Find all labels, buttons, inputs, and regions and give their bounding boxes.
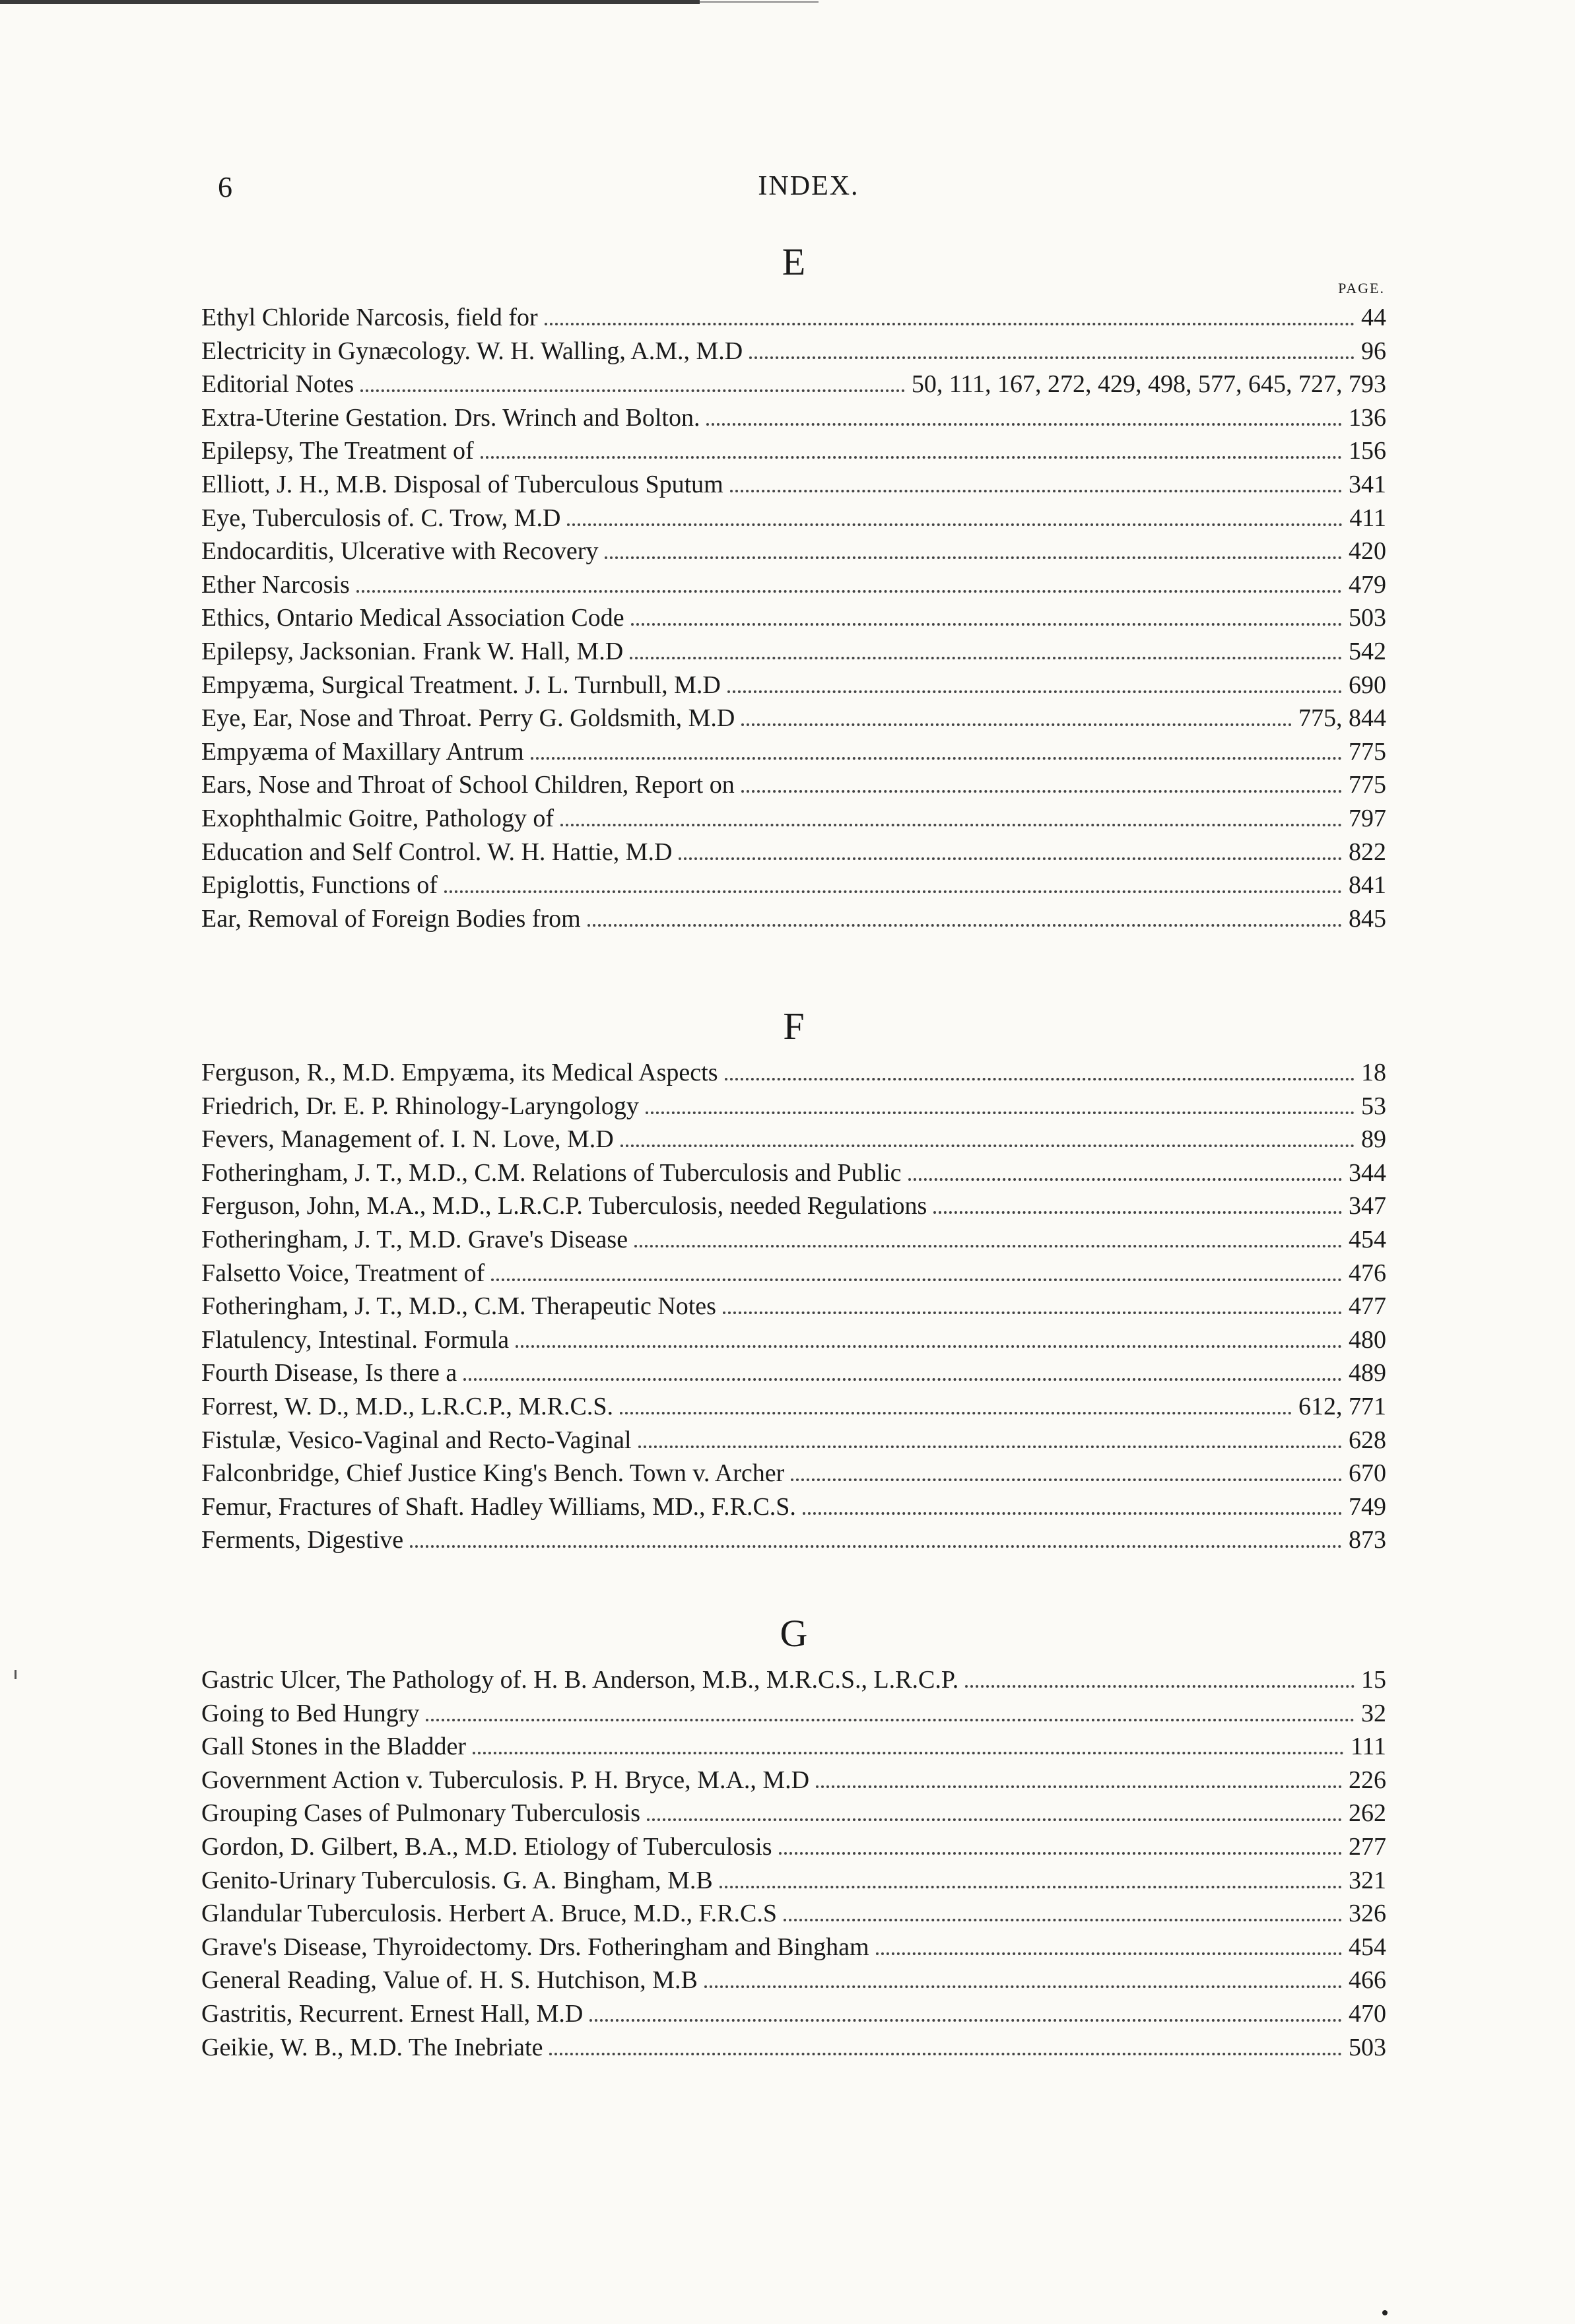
dot-leader — [816, 1785, 1342, 1788]
dot-leader — [779, 1852, 1343, 1855]
index-entry — [201, 1523, 1386, 1557]
entry-page-number: 775 — [1349, 771, 1386, 799]
entry-title: Gastritis, Recurrent. Ernest Hall, M.D — [201, 1999, 584, 2028]
entry-title: Endocarditis, Ulcerative with Recovery — [201, 537, 599, 566]
index-entry — [201, 802, 1386, 836]
index-entry — [201, 1123, 1386, 1156]
entry-title: Ferments, Digestive — [201, 1526, 404, 1554]
dot-leader — [531, 757, 1342, 760]
index-entry — [201, 1090, 1386, 1123]
entry-title: Forrest, W. D., M.D., L.R.C.P., M.R.C.S. — [201, 1392, 613, 1420]
index-entry — [201, 468, 1386, 502]
dot-leader — [741, 790, 1342, 793]
index-entry — [201, 1390, 1386, 1424]
index-entry — [201, 1797, 1386, 1830]
index-entry — [201, 869, 1386, 902]
entry-page-number: 411 — [1349, 504, 1386, 532]
index-entry — [201, 1490, 1386, 1524]
entry-page-number: 89 — [1361, 1125, 1386, 1154]
dot-leader — [741, 723, 1292, 726]
entry-page-number: 454 — [1349, 1225, 1386, 1253]
page-column-label: PAGE. — [1338, 280, 1385, 296]
dot-leader — [444, 890, 1342, 893]
dot-leader — [545, 323, 1355, 325]
entry-page-number: 477 — [1349, 1292, 1386, 1321]
entry-page-number: 15 — [1361, 1666, 1386, 1694]
entry-title: Fotheringham, J. T., M.D., C.M. Therapeutic Notes — [201, 1292, 716, 1321]
entry-title: Falsetto Voice, Treatment of — [201, 1259, 485, 1287]
entry-title: Falconbridge, Chief Justice King's Bench. Town v. Archer — [201, 1459, 785, 1488]
index-entry — [201, 1156, 1386, 1190]
entry-title: Ethics, Ontario Medical Association Code — [201, 604, 624, 632]
index-entry — [201, 1764, 1386, 1797]
index-entry — [201, 1424, 1386, 1457]
dot-leader — [647, 1818, 1342, 1821]
entry-title: Extra-Uterine Gestation. Drs. Wrinch and Bolton. — [201, 403, 700, 432]
dot-leader — [876, 1952, 1342, 1955]
dot-leader — [730, 490, 1342, 492]
entry-page-number: 845 — [1349, 904, 1386, 933]
index-entry — [201, 1457, 1386, 1490]
dot-leader — [560, 824, 1342, 826]
entry-title: Grave's Disease, Thyroidectomy. Drs. Fotheringham and Bingham — [201, 1933, 869, 1961]
dot-leader — [704, 1985, 1342, 1988]
entry-title: Eye, Tuberculosis of. C. Trow, M.D — [201, 504, 561, 532]
index-entry — [201, 335, 1386, 368]
dot-leader — [723, 1311, 1342, 1314]
index-entry — [201, 836, 1386, 869]
index-entry — [201, 635, 1386, 669]
index-entry — [201, 1257, 1386, 1290]
index-entry — [201, 535, 1386, 568]
dot-leader — [620, 1145, 1355, 1147]
entry-title: Empyæma, Surgical Treatment. J. L. Turnbull, M.D — [201, 671, 721, 699]
dot-leader — [933, 1211, 1342, 1214]
entry-page-number: 277 — [1349, 1832, 1386, 1861]
entry-page-number: 612, 771 — [1298, 1392, 1386, 1420]
entry-title: Eye, Ear, Nose and Throat. Perry G. Goldsmith, M.D — [201, 704, 735, 733]
dot-leader — [549, 2053, 1342, 2055]
entry-page-number: 822 — [1349, 838, 1386, 866]
dot-leader — [605, 556, 1342, 559]
entry-page-number: 628 — [1349, 1426, 1386, 1454]
entry-page-number: 420 — [1349, 537, 1386, 566]
index-entry — [201, 2031, 1386, 2065]
entry-title: Fevers, Management of. I. N. Love, M.D — [201, 1125, 614, 1154]
entry-page-number: 873 — [1349, 1526, 1386, 1554]
entry-page-number: 841 — [1349, 871, 1386, 900]
index-entry — [201, 301, 1386, 335]
entry-title: Epilepsy, Jacksonian. Frank W. Hall, M.D — [201, 637, 624, 665]
entry-list — [201, 301, 1386, 935]
entry-page-number: 690 — [1349, 671, 1386, 699]
entry-title: Femur, Fractures of Shaft. Hadley Williams, MD., F.R.C.S. — [201, 1492, 796, 1521]
dot-leader — [589, 2019, 1342, 2022]
entry-title: Empyæma of Maxillary Antrum — [201, 737, 524, 766]
dot-leader — [727, 690, 1342, 693]
entry-title: Fotheringham, J. T., M.D. Grave's Disease — [201, 1225, 628, 1253]
entry-page-number: 321 — [1349, 1866, 1386, 1894]
entry-page-number: 797 — [1349, 804, 1386, 832]
dot-leader — [491, 1278, 1342, 1281]
entry-title: Gall Stones in the Bladder — [201, 1733, 467, 1761]
dot-leader — [630, 657, 1342, 659]
entry-page-number: 44 — [1361, 304, 1386, 331]
entry-title: Geikie, W. B., M.D. The Inebriate — [201, 2033, 543, 2061]
entry-page-number: 542 — [1349, 637, 1386, 665]
index-entry — [201, 1730, 1386, 1764]
index-entry — [201, 735, 1386, 769]
entry-page-number: 111 — [1350, 1733, 1386, 1761]
index-entry — [201, 1290, 1386, 1323]
entry-page-number: 466 — [1349, 1966, 1386, 1995]
index-section-f — [201, 1003, 1386, 1557]
section-letter: G — [780, 1612, 808, 1655]
entry-page-number: 156 — [1349, 437, 1386, 465]
dot-leader — [638, 1445, 1342, 1448]
entry-title: Exophthalmic Goitre, Pathology of — [201, 804, 554, 832]
index-entry — [201, 368, 1386, 401]
dot-leader — [965, 1685, 1355, 1688]
page-header — [211, 170, 1406, 210]
index-entry — [201, 1697, 1386, 1731]
entry-page-number: 503 — [1349, 604, 1386, 632]
entry-title: Epilepsy, The Treatment of — [201, 437, 474, 465]
dot-leader — [463, 1378, 1342, 1381]
entry-title: Ether Narcosis — [201, 570, 350, 599]
index-entry — [201, 401, 1386, 435]
entry-title: Epiglottis, Functions of — [201, 871, 438, 900]
entry-page-number: 136 — [1349, 403, 1386, 432]
entry-title: General Reading, Value of. H. S. Hutchison, M.B — [201, 1966, 698, 1995]
entry-page-number: 479 — [1349, 570, 1386, 599]
dot-leader — [725, 1078, 1355, 1080]
section-letter: E — [782, 240, 806, 283]
entry-title: Ferguson, John, M.A., M.D., L.R.C.P. Tuberculosis, needed Regulations — [201, 1192, 927, 1220]
entry-title: Going to Bed Hungry — [201, 1699, 420, 1727]
dot-leader — [516, 1345, 1342, 1348]
page-number: 6 — [218, 171, 232, 203]
dot-leader — [356, 590, 1342, 593]
index-section-e — [201, 239, 1386, 935]
entry-page-number: 326 — [1349, 1900, 1386, 1928]
index-entry — [201, 601, 1386, 635]
dot-leader — [706, 423, 1342, 426]
index-entry — [201, 1864, 1386, 1898]
dot-leader — [426, 1719, 1355, 1721]
entry-title: Gordon, D. Gilbert, B.A., M.D. Etiology of Tuberculosis — [201, 1832, 772, 1861]
entry-title: Ethyl Chloride Narcosis, field for — [201, 304, 538, 331]
entry-title: Grouping Cases of Pulmonary Tuberculosis — [201, 1799, 640, 1828]
dot-leader — [631, 623, 1342, 626]
index-entry — [201, 1663, 1386, 1697]
entry-page-number: 489 — [1349, 1359, 1386, 1387]
stray-ink-dot — [1382, 2310, 1388, 2315]
running-title: INDEX. — [758, 171, 859, 201]
entry-page-number: 18 — [1361, 1059, 1386, 1086]
entry-title: Ferguson, R., M.D. Empyæma, its Medical Aspects — [201, 1059, 718, 1086]
index-entry — [201, 1897, 1386, 1931]
index-entry — [201, 1964, 1386, 1997]
dot-leader — [634, 1245, 1342, 1247]
index-entry — [201, 502, 1386, 535]
index-entry — [201, 702, 1386, 735]
dot-leader — [620, 1412, 1292, 1414]
entry-page-number: 476 — [1349, 1259, 1386, 1287]
entry-page-number: 749 — [1349, 1492, 1386, 1521]
dot-leader — [803, 1512, 1342, 1515]
dot-leader — [784, 1919, 1342, 1921]
entry-title: Editorial Notes — [201, 370, 354, 399]
margin-mark — [15, 1670, 17, 1679]
dot-leader — [360, 389, 905, 392]
index-entry — [201, 1223, 1386, 1257]
dot-leader — [749, 356, 1355, 359]
dot-leader — [646, 1112, 1355, 1114]
index-section-g — [201, 1610, 1386, 2064]
entry-title: Government Action v. Tuberculosis. P. H. Bryce, M.A., M.D — [201, 1766, 810, 1794]
top-rule-faint — [700, 1, 819, 3]
entry-title: Gastric Ulcer, The Pathology of. H. B. Anderson, M.B., M.R.C.S., L.R.C.P. — [201, 1666, 959, 1694]
index-entry — [201, 1189, 1386, 1223]
dot-leader — [481, 456, 1342, 459]
index-entry — [201, 1356, 1386, 1390]
index-entry — [201, 902, 1386, 936]
entry-page-number: 32 — [1361, 1699, 1386, 1727]
entry-title: Fistulæ, Vesico-Vaginal and Recto-Vaginal — [201, 1426, 632, 1454]
dot-leader — [567, 523, 1343, 526]
index-entry — [201, 768, 1386, 802]
entry-title: Ears, Nose and Throat of School Children, Report on — [201, 771, 735, 799]
entry-page-number: 341 — [1349, 470, 1386, 498]
dot-leader — [410, 1545, 1342, 1548]
entry-page-number: 454 — [1349, 1933, 1386, 1961]
index-entry — [201, 568, 1386, 602]
entry-page-number: 226 — [1349, 1766, 1386, 1794]
entry-title: Glandular Tuberculosis. Herbert A. Bruce, M.D., F.R.C.S — [201, 1900, 777, 1928]
entry-page-number: 53 — [1361, 1092, 1386, 1120]
entry-page-number: 50, 111, 167, 272, 429, 498, 577, 645, 727, 793 — [911, 370, 1386, 399]
entry-title: Education and Self Control. W. H. Hattie, M.D — [201, 838, 673, 866]
entry-title: Genito-Urinary Tuberculosis. G. A. Bingham, M.B — [201, 1866, 713, 1894]
section-letter: F — [783, 1005, 805, 1047]
entry-page-number: 503 — [1349, 2033, 1386, 2061]
index-entry — [201, 1997, 1386, 2031]
entry-page-number: 470 — [1349, 1999, 1386, 2028]
entry-page-number: 96 — [1361, 337, 1386, 365]
entry-page-number: 775, 844 — [1298, 704, 1386, 733]
entry-page-number: 344 — [1349, 1158, 1386, 1187]
index-entry — [201, 1323, 1386, 1357]
dot-leader — [908, 1178, 1343, 1181]
entry-page-number: 347 — [1349, 1192, 1386, 1220]
dot-leader — [679, 857, 1342, 860]
dot-leader — [720, 1886, 1342, 1888]
entry-page-number: 262 — [1349, 1799, 1386, 1828]
index-entry — [201, 1830, 1386, 1864]
entry-title: Ear, Removal of Foreign Bodies from — [201, 904, 581, 933]
entry-title: Electricity in Gynæcology. W. H. Walling, A.M., M.D — [201, 337, 743, 365]
entry-title: Fourth Disease, Is there a — [201, 1359, 457, 1387]
top-rule — [0, 0, 700, 4]
entry-title: Friedrich, Dr. E. P. Rhinology-Laryngology — [201, 1092, 639, 1120]
index-entry — [201, 669, 1386, 702]
entry-list — [201, 1056, 1386, 1557]
dot-leader — [791, 1478, 1342, 1481]
entry-title: Fotheringham, J. T., M.D., C.M. Relations of Tuberculosis and Public — [201, 1158, 902, 1187]
entry-page-number: 775 — [1349, 737, 1386, 766]
entry-page-number: 670 — [1349, 1459, 1386, 1488]
entry-list — [201, 1663, 1386, 2064]
index-entry — [201, 1056, 1386, 1090]
entry-page-number: 480 — [1349, 1325, 1386, 1354]
dot-leader — [587, 924, 1342, 927]
index-entry — [201, 1931, 1386, 1964]
entry-title: Flatulency, Intestinal. Formula — [201, 1325, 510, 1354]
index-entry — [201, 434, 1386, 468]
dot-leader — [473, 1752, 1344, 1754]
entry-title: Elliott, J. H., M.B. Disposal of Tuberculous Sputum — [201, 470, 723, 498]
